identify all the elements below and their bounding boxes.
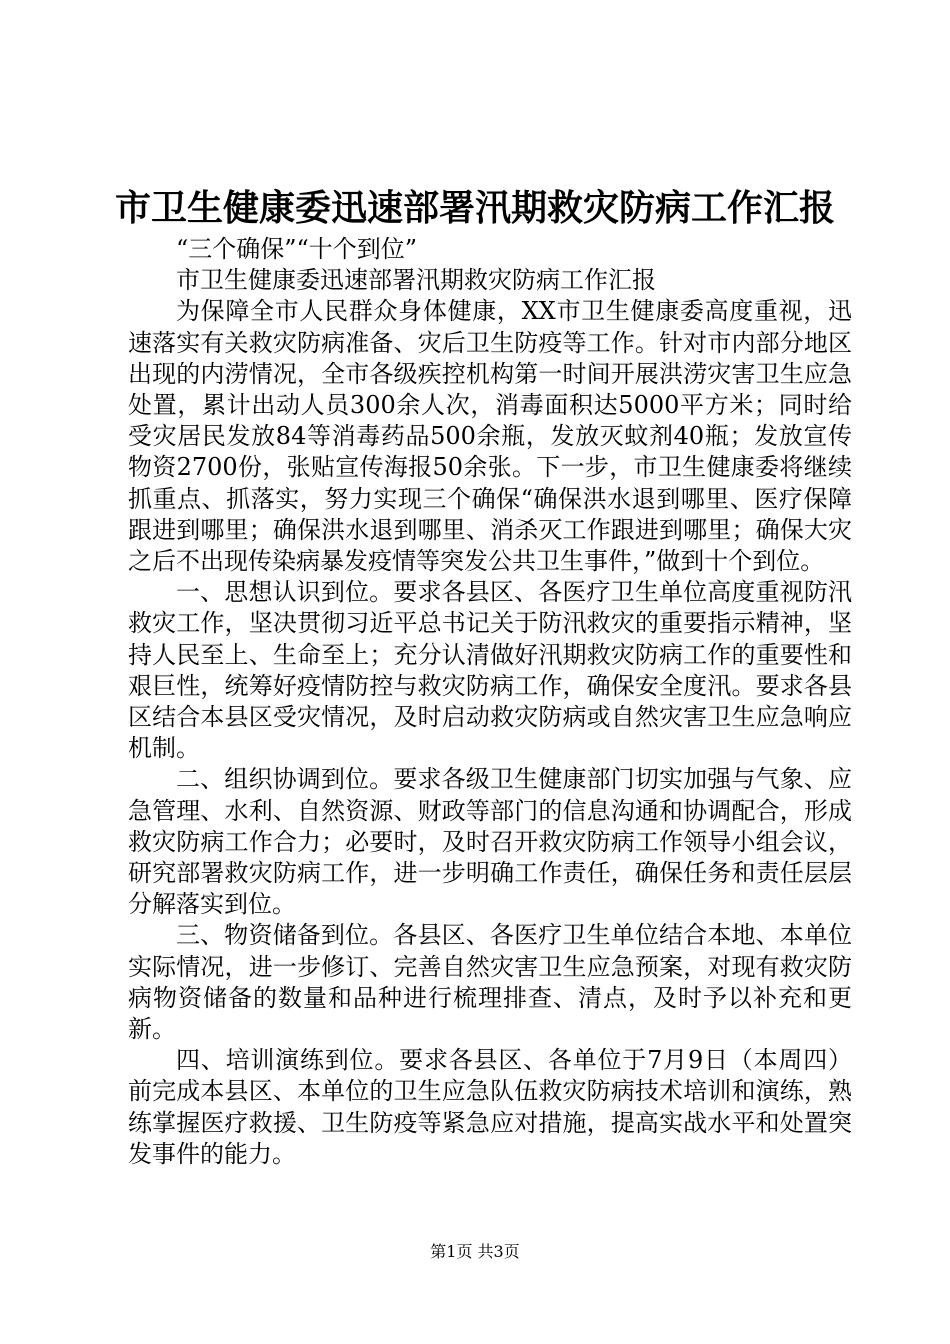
heading-paragraph: 市卫生健康委迅速部署汛期救灾防病工作汇报: [176, 266, 656, 295]
subtitle-paragraph: “三个确保”“十个到位”: [176, 235, 418, 263]
section-paragraph-4: 四、培训演练到位。要求各县区、各单位于7月9日（本周四）前完成本县区、本单位的卫生应急队伍救灾防病技术培训和演练，熟练掌握医疗救援、卫生防疫等紧急应对措施，提高实战水平和处置突发事件的能力。: [128, 1046, 852, 1168]
section-paragraph-2: 二、组织协调到位。要求各级卫生健康部门切实加强与气象、应急管理、水利、自然资源、财政等部门的信息沟通和协调配合，形成救灾防病工作合力；必要时，及时召开救灾防病工作领导小组会议，研究部署救灾防病工作，进一步明确工作责任，确保任务和责任层层分解落实到位。: [128, 765, 852, 919]
document-title: 市卫生健康委迅速部署汛期救灾防病工作汇报: [114, 187, 835, 229]
section-paragraph-3: 三、物资储备到位。各县区、各医疗卫生单位结合本地、本单位实际情况，进一步修订、完善自然灾害卫生应急预案，对现有救灾防病物资储备的数量和品种进行梳理排查、清点，及时予以补充和更新。: [128, 921, 852, 1044]
section-paragraph-1: 一、思想认识到位。要求各县区、各医疗卫生单位高度重视防汛救灾工作，坚决贯彻习近平总书记关于防汛救灾的重要指示精神，坚持人民至上、生命至上；充分认清做好汛期救灾防病工作的重要性和艰巨性，统筹好疫情防控与救灾防病工作，确保安全度汛。要求各县区结合本县区受灾情况，及时启动救灾防病或自然灾害卫生应急响应机制。: [128, 578, 852, 763]
intro-paragraph: 为保障全市人民群众身体健康，XX市卫生健康委高度重视，迅速落实有关救灾防病准备、灾后卫生防疫等工作。针对市内部分地区出现的内涝情况，全市各级疾控机构第一时间开展洪涝灾害卫生应急处置，累计出动人员300余人次，消毒面积达5000平方米；同时给受灾居民发放84等消毒药品500余瓶，发放灭蚊剂40瓶；发放宣传物资2700份，张贴宣传海报50余张。下一步，市卫生健康委将继续抓重点、抓落实，努力实现三个确保“确保洪水退到哪里、医疗保障跟进到哪里；确保洪水退到哪里、消杀灭工作跟进到哪里；确保大灾之后不出现传染病暴发疫情等突发公共卫生事件，”做到十个到位。: [128, 297, 852, 576]
document-body: [128, 234, 852, 1170]
page-footer: 第1页 共3页: [430, 1242, 520, 1261]
